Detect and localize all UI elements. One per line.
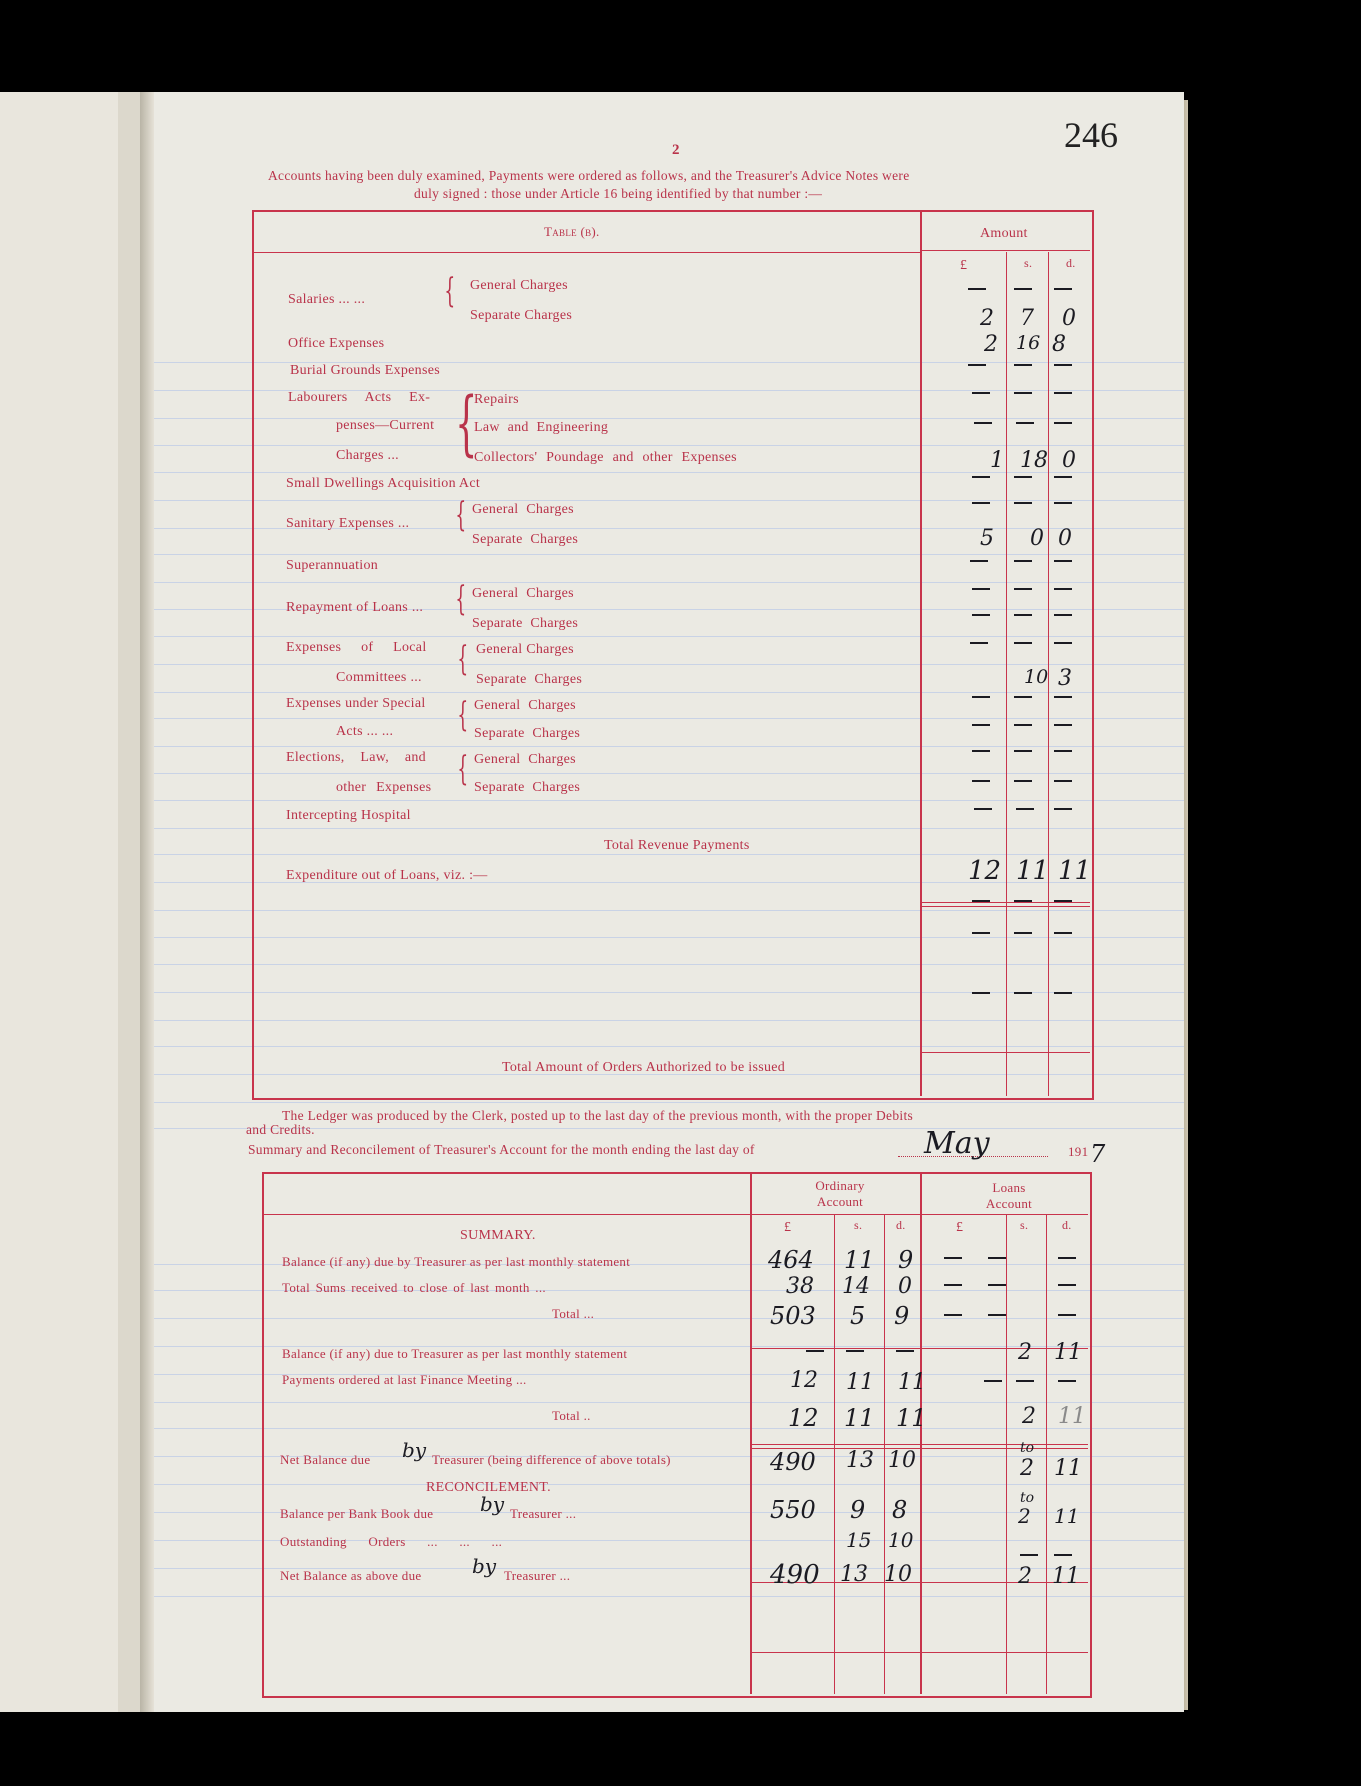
loans-balance-to-shillings: 2: [1018, 1340, 1032, 1365]
summary-frame: [262, 1172, 1092, 1698]
ord-total2-pence: 11: [896, 1404, 927, 1432]
loans-bank-to: to: [1020, 1490, 1035, 1506]
ord-total2-pounds: 12: [788, 1404, 819, 1432]
ledger-note-line-2: and Credits.: [246, 1122, 315, 1137]
label-loans-expenditure: Expenditure out of Loans, viz. :—: [286, 868, 488, 883]
nil-dash: [1014, 288, 1032, 290]
loans-bank-pence: 11: [1054, 1504, 1080, 1528]
ord-bank-pounds: 550: [770, 1496, 816, 1524]
labourers-repairs: Repairs: [474, 392, 519, 407]
ordinary-header: Ordinary Account: [815, 1178, 865, 1209]
repayment-separate: Separate Charges: [472, 616, 579, 631]
total-revenue-shillings: 11: [1016, 856, 1050, 886]
row-total-2: Total ..: [552, 1408, 591, 1423]
nil-dash: [1014, 502, 1032, 504]
nil-dash: [968, 364, 986, 366]
label-local-2: Committees ...: [336, 670, 422, 685]
ord-payments-pounds: 12: [790, 1368, 818, 1393]
nil-dash: [1054, 992, 1072, 994]
salaries-separate: Separate Charges: [470, 308, 573, 323]
nil-dash: [1054, 750, 1072, 752]
nil-dash: [972, 614, 990, 616]
nil-dash: [972, 502, 990, 504]
nil-dash: [1014, 724, 1032, 726]
col-shillings: s.: [1024, 256, 1033, 270]
summary-title: SUMMARY.: [460, 1228, 536, 1243]
row-net-balance: Net Balance due: [280, 1452, 371, 1467]
nil-dash: [1054, 392, 1072, 394]
label-superannuation: Superannuation: [286, 558, 379, 573]
loans-header: Loans Account: [985, 1180, 1033, 1211]
sanitary-general: General Charges: [472, 502, 574, 517]
ord-total2-shillings: 11: [844, 1404, 875, 1432]
label-total-revenue: Total Revenue Payments: [604, 838, 750, 853]
local-general: General Charges: [476, 642, 574, 657]
nil-dash: [1014, 588, 1032, 590]
sum-col-shillings: s.: [854, 1218, 863, 1232]
loans-col-pounds: £: [956, 1220, 964, 1235]
ord-balance-by-shillings: 11: [844, 1246, 875, 1274]
loans-total2-pence: 11: [1058, 1404, 1086, 1429]
loans-net-to: to: [1020, 1440, 1035, 1456]
ord-total1-pounds: 503: [770, 1302, 816, 1330]
book-spine: [140, 92, 154, 1712]
year-handwritten: 7: [1090, 1140, 1106, 1168]
label-sanitary: Sanitary Expenses ...: [286, 516, 410, 531]
ord-balance-by-pounds: 464: [768, 1246, 814, 1274]
summary-line-prefix: Summary and Reconcilement of Treasurer's Account for the month ending the last day of: [248, 1142, 755, 1157]
row-bank-book-rest: Treasurer ...: [510, 1506, 577, 1521]
intro-line-1: Accounts having been duly examined, Payments were ordered as follows, and the Treasurer's Advice Notes were: [268, 168, 910, 183]
nil-dash: [972, 724, 990, 726]
nil-dash: [972, 992, 990, 994]
label-elections-1: Elections, Law, and: [286, 750, 426, 765]
elections-general: General Charges: [474, 752, 576, 767]
row-bank-book: Balance per Bank Book due: [280, 1506, 434, 1521]
sum-col-pence: d.: [896, 1218, 906, 1232]
nil-dash: [972, 696, 990, 698]
label-total-orders: Total Amount of Orders Authorized to be issued: [502, 1060, 786, 1075]
row-net-above-rest: Treasurer ...: [504, 1568, 571, 1583]
nil-dash: [974, 808, 992, 810]
intro-line-2: duly signed : those under Article 16 being identified by that number :—: [414, 186, 823, 201]
nil-dash: [1054, 288, 1072, 290]
nil-dash: [1014, 364, 1032, 366]
nil-dash: [1014, 392, 1032, 394]
row-balance-by: Balance (if any) due by Treasurer as per last monthly statement: [282, 1254, 631, 1269]
special-separate: Separate Charges: [474, 726, 581, 741]
ord-sums-pounds: 38: [786, 1274, 814, 1299]
nil-dash: [1016, 422, 1034, 424]
ord-sums-shillings: 14: [842, 1274, 870, 1299]
nil-dash: [1054, 422, 1072, 424]
page-number: 246: [1064, 115, 1118, 155]
loans-net-pence: 11: [1054, 1456, 1082, 1481]
nil-dash: [970, 642, 988, 644]
local-pence: 3: [1058, 666, 1072, 691]
left-page-margin: [118, 92, 140, 1712]
label-intercepting: Intercepting Hospital: [286, 808, 411, 823]
elections-separate: Separate Charges: [474, 780, 581, 795]
ord-balance-by-pence: 9: [898, 1246, 914, 1274]
left-page-edge: [0, 92, 118, 1712]
loans-balance-to-pence: 11: [1054, 1340, 1082, 1365]
row-sums-received: Total Sums received to close of last month ...: [282, 1280, 546, 1295]
ord-payments-shillings: 11: [846, 1370, 874, 1395]
salaries-shillings: 7: [1020, 306, 1034, 331]
month-handwritten: May: [924, 1126, 990, 1161]
nil-dash: [1054, 642, 1072, 644]
salaries-general: General Charges: [470, 278, 568, 293]
nil-dash: [974, 422, 992, 424]
nil-dash: [1014, 900, 1032, 902]
sum-col-pounds: £: [784, 1220, 792, 1235]
labourers-collectors: Collectors' Poundage and other Expenses: [474, 450, 737, 465]
nil-dash: [1054, 476, 1072, 478]
loans-bank-shillings: 2: [1018, 1504, 1031, 1528]
nil-dash: [972, 588, 990, 590]
row-outstanding: Outstanding Orders ... ... ...: [280, 1534, 503, 1549]
sanitary-separate: Separate Charges: [472, 532, 579, 547]
nil-dash: [1054, 364, 1072, 366]
ord-outstanding-pence: 10: [888, 1528, 914, 1552]
special-general: General Charges: [474, 698, 576, 713]
sanitary-pounds: 5: [980, 526, 994, 551]
nil-dash: [1014, 780, 1032, 782]
nil-dash: [972, 780, 990, 782]
table-b-title: Table (b).: [544, 224, 600, 239]
nil-dash: [1054, 724, 1072, 726]
nil-dash: [970, 560, 988, 562]
nil-dash: [972, 750, 990, 752]
amount-header: Amount: [980, 226, 1028, 241]
net-above-by: by: [472, 1554, 497, 1578]
local-shillings: 10: [1024, 666, 1049, 688]
label-salaries: Salaries ... ...: [288, 292, 366, 307]
nil-dash: [972, 476, 990, 478]
collectors-pence: 0: [1062, 448, 1076, 473]
ledger-page: 246 2 Accounts having been duly examined, Payments were ordered as follows, and the Treasurer's Advice Notes were duly signed : those under Article 16 being identified by that number :— Table (b). Amount £ s. d. Salaries ... ... { General Charges Separate Charges Office Expenses Burial Grounds Expenses Labourers Acts Ex- penses—Current Charges ... { Repairs Law and Engineering Collectors' Poundage and other Expenses Small Dwellings Acquisition Act Sanitary Expenses ... { General Charges Separate Charges Superannuation Repayment of Loans ... { General Charges Separate Charges Expenses of Local Committees ... { General Charges Separate Charges Expenses under Special Acts ... ... { General Charges Separate Charges Elections, Law, and other Expenses { General Charges Separate Charges Intercepting Hospital Total Revenue Payments Expenditure out of Loans, viz. :— Total Amount of Orders Authorized to be issued 2 7 0 2 16 8 1 18 0 5 0 0 10 3 12 11 11 The Ledger was produced by the Clerk, posted up to the last day of the previous month, with the proper Debits and Credits. Summary and Reconcilement of Treasurer's Account for the month ending the last day of May 191 7 Ordinary Account Loans Account £ s. d. £ s. d. SUMMARY. Balance (if any) due by Treasurer as per last monthly statement Total Sums received to close of last month ... Total ... Balance (if any) due to Treasurer as per last monthly statement Payments ordered at last Finance Meeting ... Total .. Net Balance due by Treasurer (being difference of above totals) RECONCILEMENT. Balance per Bank Book due by Treasurer ... Outstanding Orders ... ... ... Net Balance as above due by Treasurer ... 464 11 9 38 14 0 503 5 9 12 11 11 12 11 11 490 13 10 550 9 8 15 10 490 13 10 2 11 2 11 to 2 11 to 2 11 2 11: [154, 92, 1184, 1712]
ord-net-above-shillings: 13: [840, 1562, 868, 1587]
nil-dash: [1054, 900, 1072, 902]
nil-dash: [1014, 696, 1032, 698]
ord-total1-pence: 9: [894, 1302, 910, 1330]
ord-payments-pence: 11: [898, 1370, 926, 1395]
repayment-general: General Charges: [472, 586, 574, 601]
nil-dash: [1014, 750, 1032, 752]
nil-dash: [1014, 992, 1032, 994]
ord-net-above-pence: 10: [884, 1562, 912, 1587]
loans-net-shillings: 2: [1020, 1456, 1034, 1481]
nil-dash: [1054, 932, 1072, 934]
label-special-1: Expenses under Special: [286, 696, 426, 711]
ord-outstanding-shillings: 15: [846, 1528, 872, 1552]
ord-sums-pence: 0: [898, 1274, 912, 1299]
nil-dash: [1054, 588, 1072, 590]
row-net-balance-rest: Treasurer (being difference of above totals): [432, 1452, 671, 1467]
nil-dash: [1054, 696, 1072, 698]
nil-dash: [1054, 502, 1072, 504]
label-office: Office Expenses: [288, 336, 385, 351]
label-special-2: Acts ... ...: [336, 724, 394, 739]
nil-dash: [972, 392, 990, 394]
col-pounds: £: [960, 258, 968, 273]
loans-net-above-pence: 11: [1052, 1564, 1080, 1589]
local-separate: Separate Charges: [476, 672, 583, 687]
nil-dash: [968, 288, 986, 290]
nil-dash: [1014, 642, 1032, 644]
label-elections-2: other Expenses: [336, 780, 432, 795]
label-local-1: Expenses of Local: [286, 640, 427, 655]
nil-dash: [1014, 476, 1032, 478]
sanitary-pence: 0: [1058, 526, 1072, 551]
reconcilement-title: RECONCILEMENT.: [426, 1480, 551, 1495]
salaries-pence: 0: [1062, 306, 1076, 331]
year-printed: 191: [1068, 1144, 1089, 1159]
ledger-note-line-1: The Ledger was produced by the Clerk, posted up to the last day of the previous month, with the proper Debits: [282, 1108, 914, 1123]
label-labourers-2: penses—Current: [336, 418, 435, 433]
row-total-1: Total ...: [552, 1306, 595, 1321]
form-page-number: 2: [672, 142, 680, 158]
salaries-pounds: 2: [980, 306, 994, 331]
loans-col-shillings: s.: [1020, 1218, 1029, 1232]
nil-dash: [1054, 808, 1072, 810]
nil-dash: [972, 900, 990, 902]
nil-dash: [1054, 560, 1072, 562]
nil-dash: [1054, 780, 1072, 782]
nil-dash: [1014, 614, 1032, 616]
loans-col-pence: d.: [1062, 1218, 1072, 1232]
row-net-above: Net Balance as above due: [280, 1568, 422, 1583]
nil-dash: [1014, 932, 1032, 934]
ord-net-shillings: 13: [846, 1448, 874, 1473]
col-pence: d.: [1066, 256, 1076, 270]
label-labourers-1: Labourers Acts Ex-: [288, 390, 431, 405]
ord-bank-pence: 8: [892, 1496, 908, 1524]
ord-net-above-pounds: 490: [770, 1560, 820, 1590]
ord-net-pounds: 490: [770, 1448, 816, 1476]
loans-net-above-shillings: 2: [1018, 1564, 1032, 1589]
bank-book-by: by: [480, 1492, 505, 1516]
label-repayment: Repayment of Loans ...: [286, 600, 424, 615]
collectors-pounds: 1: [990, 448, 1004, 473]
label-burial: Burial Grounds Expenses: [290, 363, 440, 378]
ord-bank-shillings: 9: [850, 1496, 866, 1524]
collectors-shillings: 18: [1020, 448, 1048, 473]
nil-dash: [1054, 614, 1072, 616]
label-labourers-3: Charges ...: [336, 448, 399, 463]
ord-net-pence: 10: [888, 1448, 916, 1473]
row-balance-to: Balance (if any) due to Treasurer as per last monthly statement: [282, 1346, 628, 1361]
office-pounds: 2: [984, 332, 998, 357]
nil-dash: [1016, 808, 1034, 810]
label-small-dwellings: Small Dwellings Acquisition Act: [286, 476, 481, 491]
net-balance-by: by: [402, 1438, 427, 1462]
office-shillings: 16: [1016, 332, 1041, 354]
total-revenue-pence: 11: [1058, 856, 1092, 886]
sanitary-shillings: 0: [1030, 526, 1044, 551]
labourers-law: Law and Engineering: [474, 420, 609, 435]
office-pence: 8: [1052, 332, 1066, 357]
total-revenue-pounds: 12: [968, 856, 1002, 886]
row-payments-ordered: Payments ordered at last Finance Meeting ...: [282, 1372, 527, 1387]
ord-total1-shillings: 5: [850, 1302, 866, 1330]
loans-total2-shillings: 2: [1022, 1404, 1036, 1429]
nil-dash: [972, 932, 990, 934]
nil-dash: [1014, 560, 1032, 562]
